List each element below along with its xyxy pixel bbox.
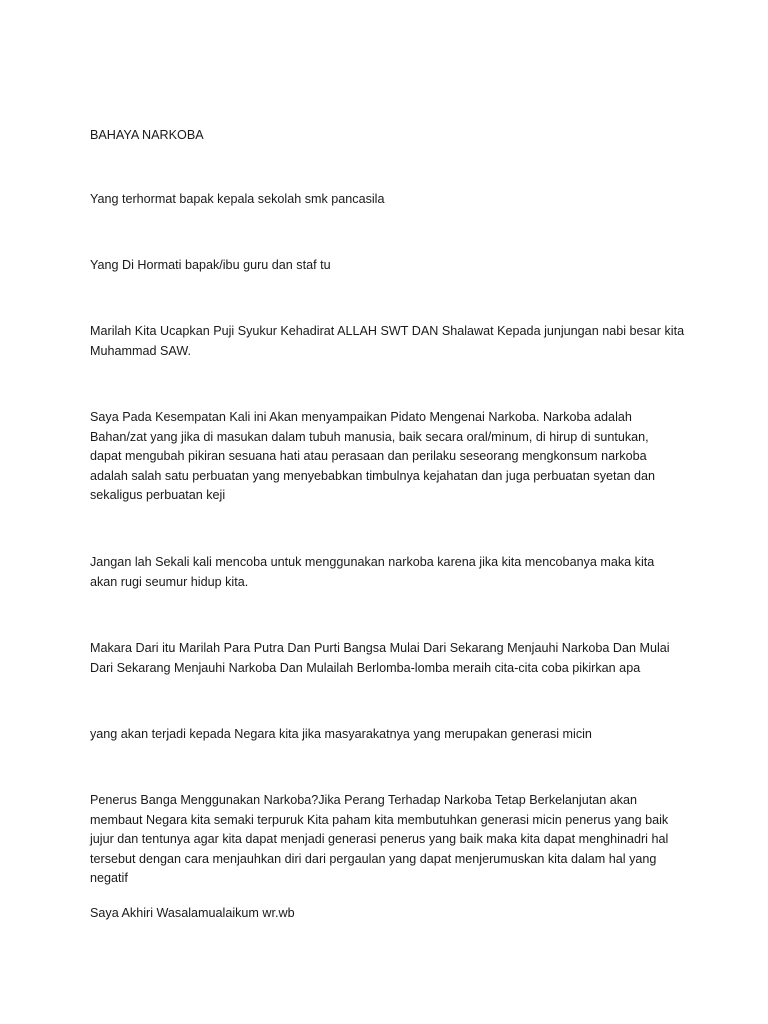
paragraph-line: sekaligus perbuatan keji	[90, 488, 226, 502]
paragraph-line: Muhammad SAW.	[90, 343, 192, 358]
paragraph-line: Marilah Kita Ucapkan Puji Syukur Kehadirat ALLAH SWT DAN Shalawat Kepada junjungan nabi besar kita	[90, 324, 685, 338]
paragraph-greeting-principal	[90, 190, 690, 210]
paragraph-future-generation	[90, 791, 690, 889]
paragraph-warning	[90, 553, 690, 592]
paragraph-line: yang akan terjadi kepada Negara kita jika masyarakatnya yang merupakan generasi micin	[90, 727, 592, 741]
paragraph-line: Yang terhormat bapak kepala sekolah smk pancasila	[90, 192, 385, 206]
paragraph-line: Saya Pada Kesempatan Kali ini Akan menyampaikan Pidato Mengenai Narkoba. Narkoba adalah	[90, 410, 632, 424]
title-text: BAHAYA NARKOBA	[90, 128, 204, 142]
document-title	[90, 126, 690, 146]
paragraph-line: Penerus Banga Menggunakan Narkoba?Jika Perang Terhadap Narkoba Tetap Berkelanjutan akan	[90, 793, 638, 807]
paragraph-line: adalah salah satu perbuatan yang menyebabkan timbulnya kejahatan dan juga perbuatan syetan dan	[90, 468, 656, 483]
paragraph-line: akan rugi seumur hidup kita.	[90, 574, 249, 589]
paragraph-line: Jangan lah Sekali kali mencoba untuk menggunakan narkoba karena jika kita mencobanya maka kita	[90, 555, 655, 569]
paragraph-closing	[90, 904, 690, 924]
paragraph-line: Dari Sekarang Menjauhi Narkoba Dan Mulailah Berlomba-lomba meraih cita-cita coba pikirkan apa	[90, 660, 641, 675]
paragraph-line: Yang Di Hormati bapak/ibu guru dan staf tu	[90, 258, 331, 272]
paragraph-line: Bahan/zat yang jika di masukan dalam tubuh manusia, baik secara oral/minum, di hirup di suntukan,	[90, 429, 649, 444]
paragraph-definition	[90, 408, 690, 506]
paragraph-consequence	[90, 725, 690, 745]
paragraph-call-to-action	[90, 639, 690, 678]
paragraph-opening-prayer	[90, 322, 690, 361]
paragraph-line: Saya Akhiri Wasalamualaikum wr.wb	[90, 906, 295, 920]
paragraph-line: negatif	[90, 871, 128, 885]
paragraph-line: tersebut dengan cara menjauhkan diri dari pergaulan yang dapat menjerumuskan kita dalam hal yang	[90, 851, 657, 866]
paragraph-line: membaut Negara kita semaki terpuruk Kita paham kita membutuhkan generasi micin penerus yang baik	[90, 812, 669, 827]
paragraph-greeting-teachers	[90, 256, 690, 276]
paragraph-line: dapat mengubah pikiran sesuana hati atau perasaan dan perilaku seseorang mengkonsum narkoba	[90, 449, 647, 463]
paragraph-line: Makara Dari itu Marilah Para Putra Dan Purti Bangsa Mulai Dari Sekarang Menjauhi Narkoba Dan Mulai	[90, 641, 670, 655]
paragraph-line: jujur dan tentunya agar kita dapat menjadi generasi penerus yang baik maka kita dapat menghinadri hal	[90, 832, 669, 846]
